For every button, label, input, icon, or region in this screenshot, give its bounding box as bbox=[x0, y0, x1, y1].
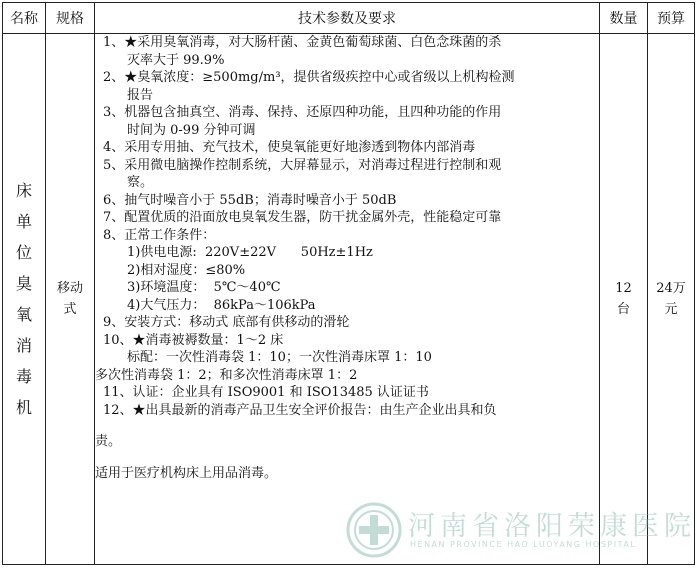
param-10-standard: 标配：一次性消毒袋 1：10；一次性消毒床罩 1：10 bbox=[127, 350, 432, 365]
param-9: 9、安装方式：移动式 底部有供移动的滑轮 bbox=[103, 315, 350, 330]
header-spec: 规格 bbox=[46, 3, 95, 34]
item-spec-line: 移动 bbox=[56, 281, 83, 296]
item-name-char: 机 bbox=[15, 398, 32, 417]
procurement-spec-table bbox=[2, 2, 695, 565]
watermark-subtitle: HENAN PROVINCE HAO LUOYANG HOSPITAL bbox=[410, 540, 637, 549]
param-8-3: 3)环境温度： 5℃～40℃ bbox=[127, 280, 281, 295]
param-8-1: 1)供电电源: 220V±22V 50Hz±1Hz bbox=[127, 245, 373, 260]
item-row bbox=[3, 34, 695, 565]
param-8-4: 4)大气压力： 86kPa～106kPa bbox=[127, 297, 316, 313]
item-name-char: 位 bbox=[15, 243, 32, 262]
param-applicability: 适用于医疗机构床上用品消毒。 bbox=[95, 465, 278, 481]
item-name-char: 臭 bbox=[15, 274, 32, 293]
item-budget-cell bbox=[648, 34, 695, 565]
item-budget-unit: 元 bbox=[664, 302, 678, 317]
header-name: 名称 bbox=[3, 3, 46, 34]
param-2-cont: 报告 bbox=[127, 87, 154, 103]
item-name-char: 单 bbox=[15, 212, 32, 231]
item-spec-cell bbox=[46, 34, 95, 565]
watermark-title: 河南省洛阳荣康医院 bbox=[408, 511, 696, 542]
param-5: 5、采用微电脑操作控制系统，大屏幕显示，对消毒过程进行控制和观 bbox=[103, 157, 502, 173]
item-name-char: 床 bbox=[15, 181, 32, 200]
header-params: 技术参数及要求 bbox=[95, 3, 600, 34]
item-name-char: 消 bbox=[15, 336, 32, 355]
param-4: 4、采用专用抽、充气技术，使臭氧能更好地渗透到物体内部消毒 bbox=[103, 140, 476, 155]
params-cell bbox=[95, 34, 600, 565]
param-3: 3、机器包含抽真空、消毒、保持、还原四种功能，且四种功能的作用 bbox=[103, 105, 502, 120]
param-11: 11、认证：企业具有 ISO9001 和 ISO13485 认证证书 bbox=[103, 385, 429, 400]
param-8-2: 2)相对湿度：≤80% bbox=[127, 262, 246, 278]
param-3-cont: 时间为 0-99 分钟可调 bbox=[127, 122, 256, 138]
header-qty: 数量 bbox=[600, 3, 648, 34]
param-1-cont: 灭率大于 99.9% bbox=[127, 52, 225, 68]
item-name-char: 氧 bbox=[15, 305, 32, 324]
item-name-char: 毒 bbox=[15, 367, 32, 386]
item-budget-amount: 24万 bbox=[656, 281, 686, 296]
param-12: 12、★出具最新的消毒产品卫生安全评价报告：由生产企业出具和负 bbox=[103, 402, 497, 418]
item-spec-line: 式 bbox=[63, 302, 77, 317]
param-10-cont: 多次性消毒袋 1：2；和多次性消毒床罩 1：2 bbox=[95, 367, 358, 383]
header-budget: 预算 bbox=[648, 3, 695, 34]
param-6: 6、抽气时噪音小于 55dB；消毒时噪音小于 50dB bbox=[103, 192, 397, 208]
param-12-cont: 责。 bbox=[95, 434, 122, 449]
param-2: 2、★臭氧浓度：≥500mg/m³，提供省级疾控中心或省级以上机构检测 bbox=[103, 70, 515, 85]
param-10: 10、★消毒被褥数量：1～2 床 bbox=[103, 332, 284, 348]
item-qty-number: 12 bbox=[615, 281, 632, 296]
item-qty-cell bbox=[600, 34, 648, 565]
param-5-cont: 察。 bbox=[127, 175, 154, 190]
item-qty-unit: 台 bbox=[616, 302, 630, 317]
param-1: 1、★采用臭氧消毒，对大肠杆菌、金黄色葡萄球菌、白色念珠菌的杀 bbox=[103, 35, 502, 50]
param-8: 8、正常工作条件： bbox=[103, 227, 216, 243]
item-name-cell bbox=[3, 34, 46, 565]
header-row bbox=[3, 3, 695, 34]
param-7: 7、配置优质的沿面放电臭氧发生器，防干扰金属外壳，性能稳定可靠 bbox=[103, 210, 502, 225]
